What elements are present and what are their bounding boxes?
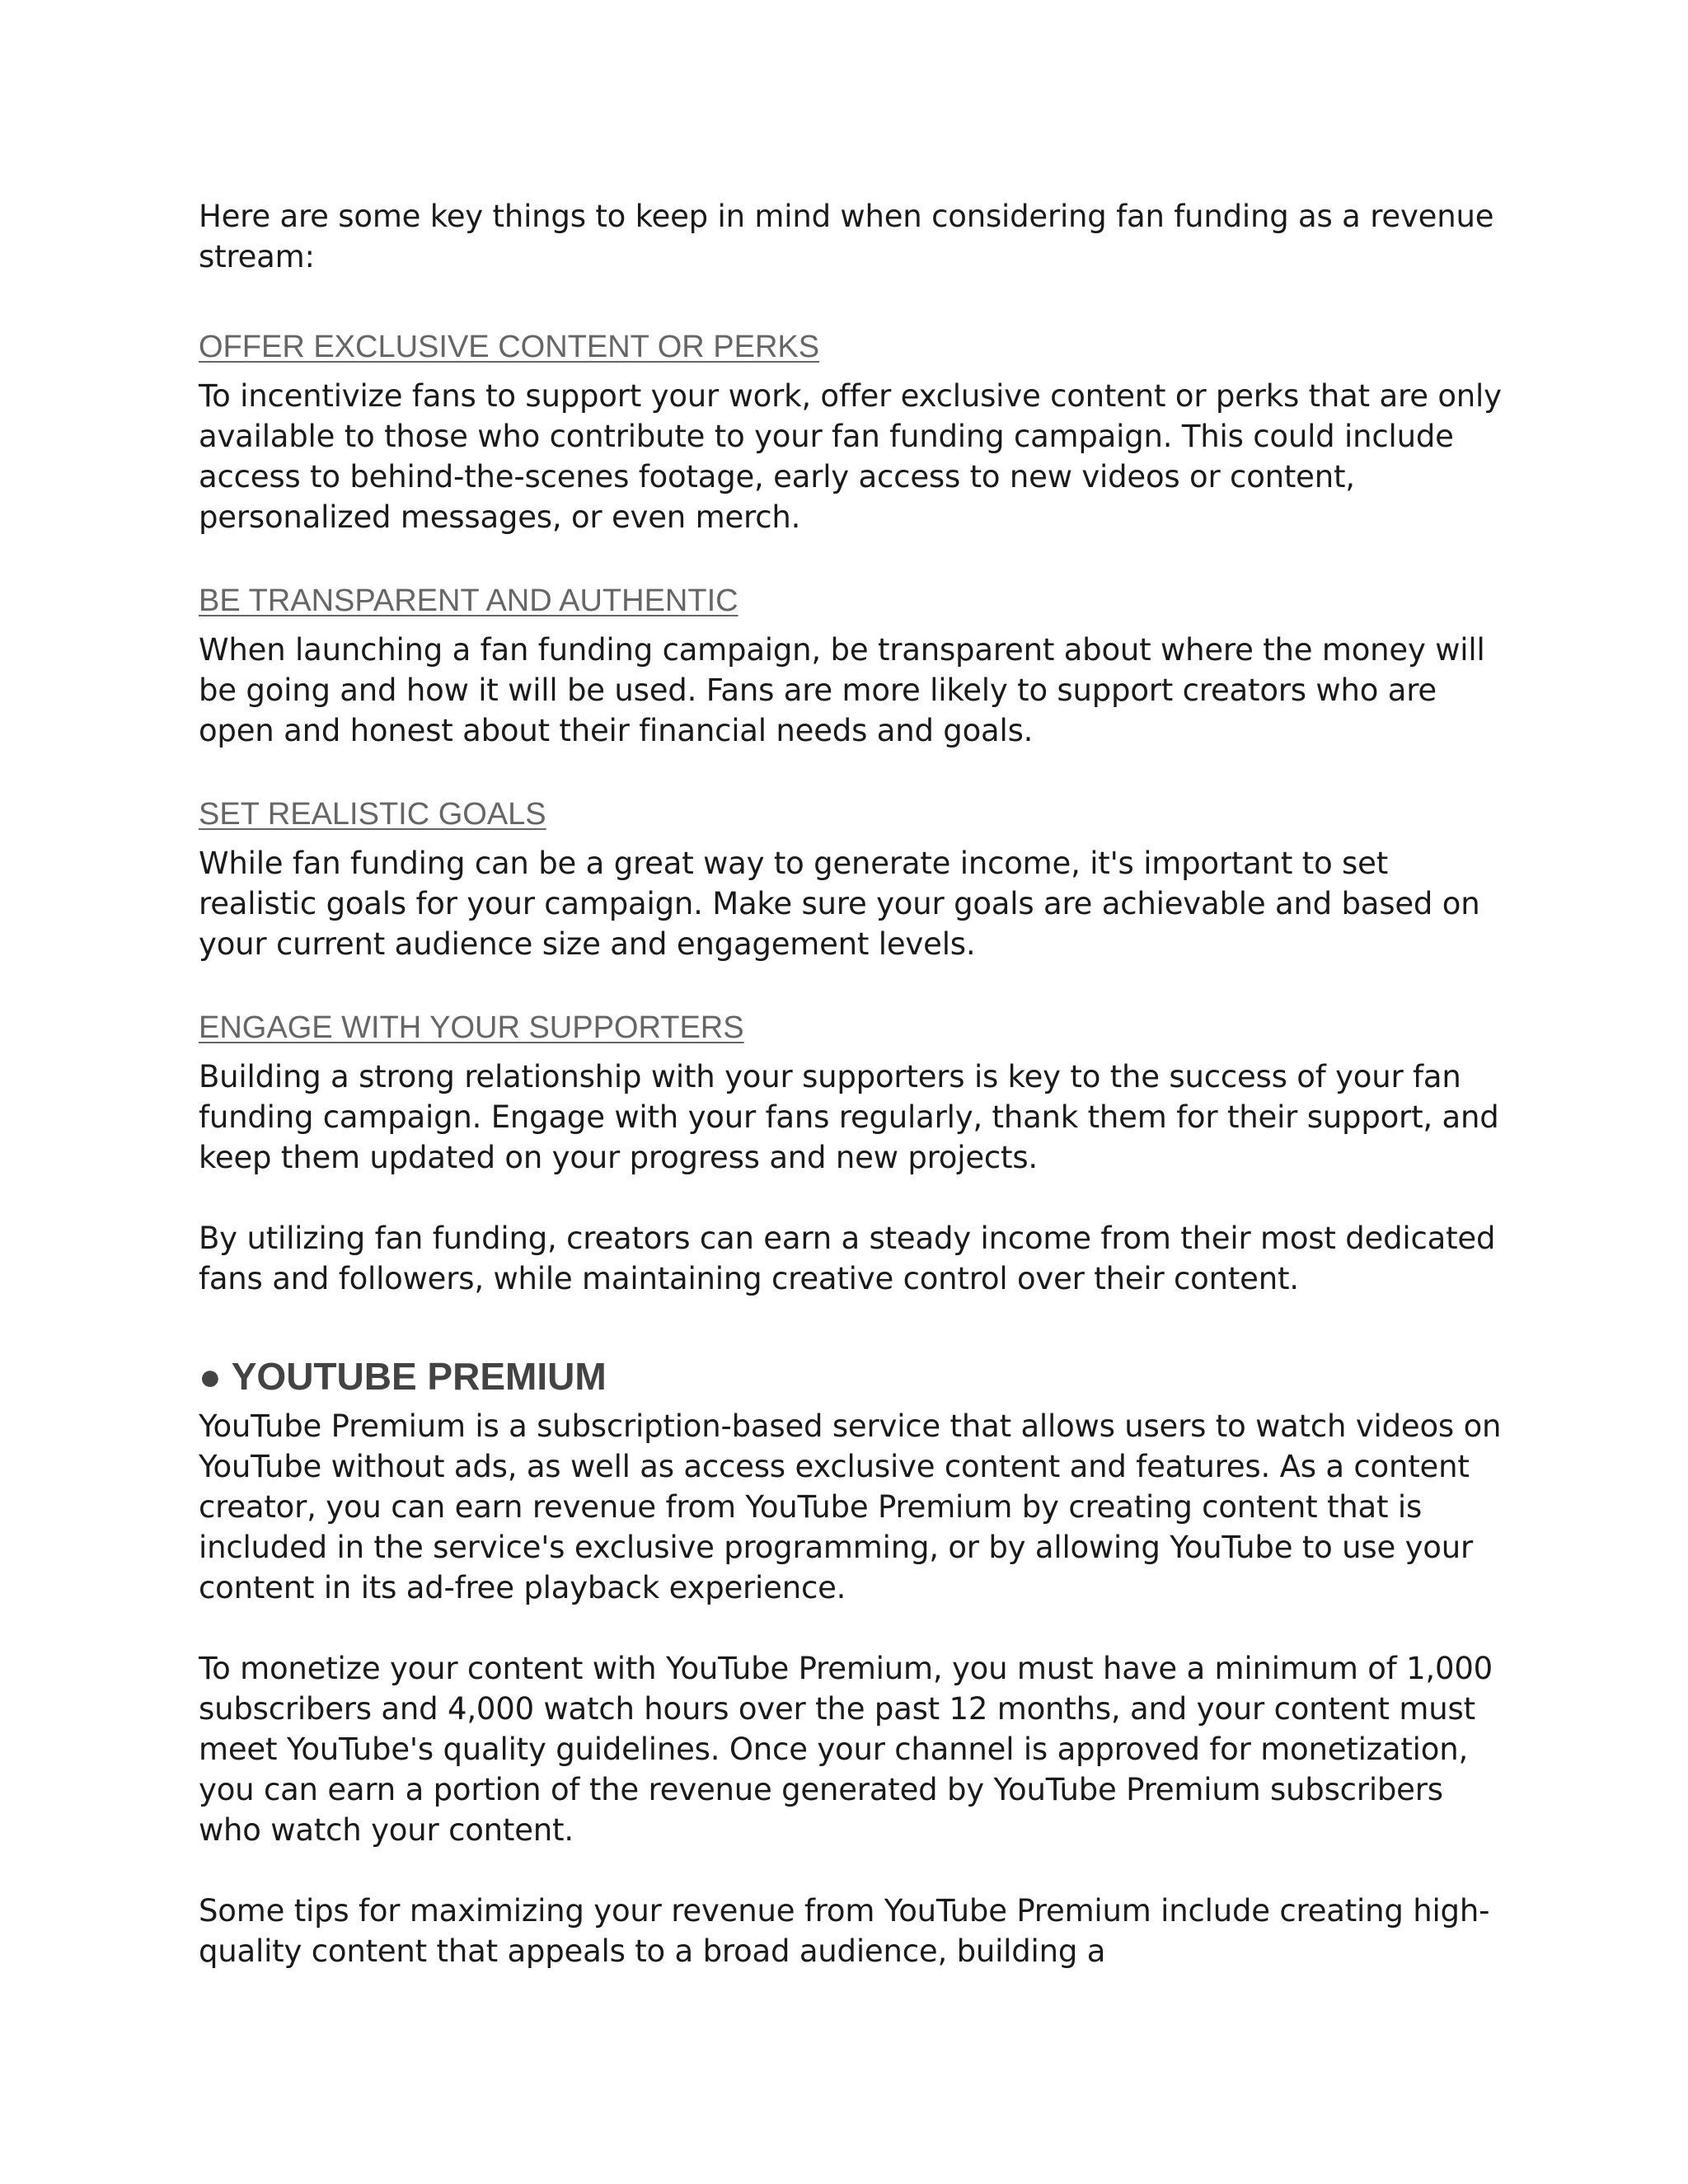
tip-set-realistic-goals bbox=[199, 795, 1509, 964]
intro-paragraph: Here are some key things to keep in mind when considering fan funding as a revenue stream: bbox=[199, 199, 1494, 274]
section-paragraph: To monetize your content with YouTube Premium, you must have a minimum of 1,000 subscribers and 4,000 watch hours over the past 12 months, and your content must meet YouTube's quality guidelines. Once your channel is approved for monetization, you can earn a portion of the revenue generated by YouTube Premium subscribers who watch your content. bbox=[199, 1651, 1493, 1848]
section-paragraph: YouTube Premium is a subscription-based service that allows users to watch videos on YouTube without ads, as well as access exclusive content and features. As a content creator, you can earn revenue from YouTube Premium by creating content that is included in the service's exclusive programming, or by allowing YouTube to use your content in its ad-free playback experience. bbox=[199, 1408, 1502, 1605]
document-page bbox=[199, 196, 1509, 1971]
section-heading: ● YOUTUBE PREMIUM bbox=[199, 1355, 607, 1398]
tip-heading: SET REALISTIC GOALS bbox=[199, 797, 546, 832]
section-youtube-premium bbox=[199, 1353, 1509, 1971]
tip-text: When launching a fan funding campaign, be transparent about where the money will be going and how it will be used. Fans are more likely to support creators who are open and honest about their financial needs and goals. bbox=[199, 632, 1485, 748]
tip-text: Building a strong relationship with your supporters is key to the success of your fan funding campaign. Engage with your fans regularly, thank them for their support, and keep them updated on your progress and new projects. bbox=[199, 1059, 1499, 1175]
tip-engage-supporters bbox=[199, 1009, 1509, 1178]
tip-heading: BE TRANSPARENT AND AUTHENTIC bbox=[199, 583, 738, 618]
tip-heading: OFFER EXCLUSIVE CONTENT OR PERKS bbox=[199, 330, 820, 364]
tip-be-transparent bbox=[199, 582, 1509, 751]
tip-text: To incentivize fans to support your work, offer exclusive content or perks that are only available to those who contribute to your fan funding campaign. This could include access to behind-the-scenes footage, early access to new videos or content, personalized messages, or even merch. bbox=[199, 378, 1502, 535]
tip-offer-exclusive bbox=[199, 328, 1509, 537]
tip-text: While fan funding can be a great way to generate income, it's important to set realistic goals for your campaign. Make sure your goals are achievable and based on your current audience size and engagement levels. bbox=[199, 846, 1480, 962]
conclusion-paragraph: By utilizing fan funding, creators can earn a steady income from their most dedicated fans and followers, while maintaining creative control over their content. bbox=[199, 1221, 1496, 1296]
tip-heading: ENGAGE WITH YOUR SUPPORTERS bbox=[199, 1010, 744, 1045]
section-paragraph: Some tips for maximizing your revenue from YouTube Premium include creating high-quality content that appeals to a broad audience, building a bbox=[199, 1893, 1490, 1969]
